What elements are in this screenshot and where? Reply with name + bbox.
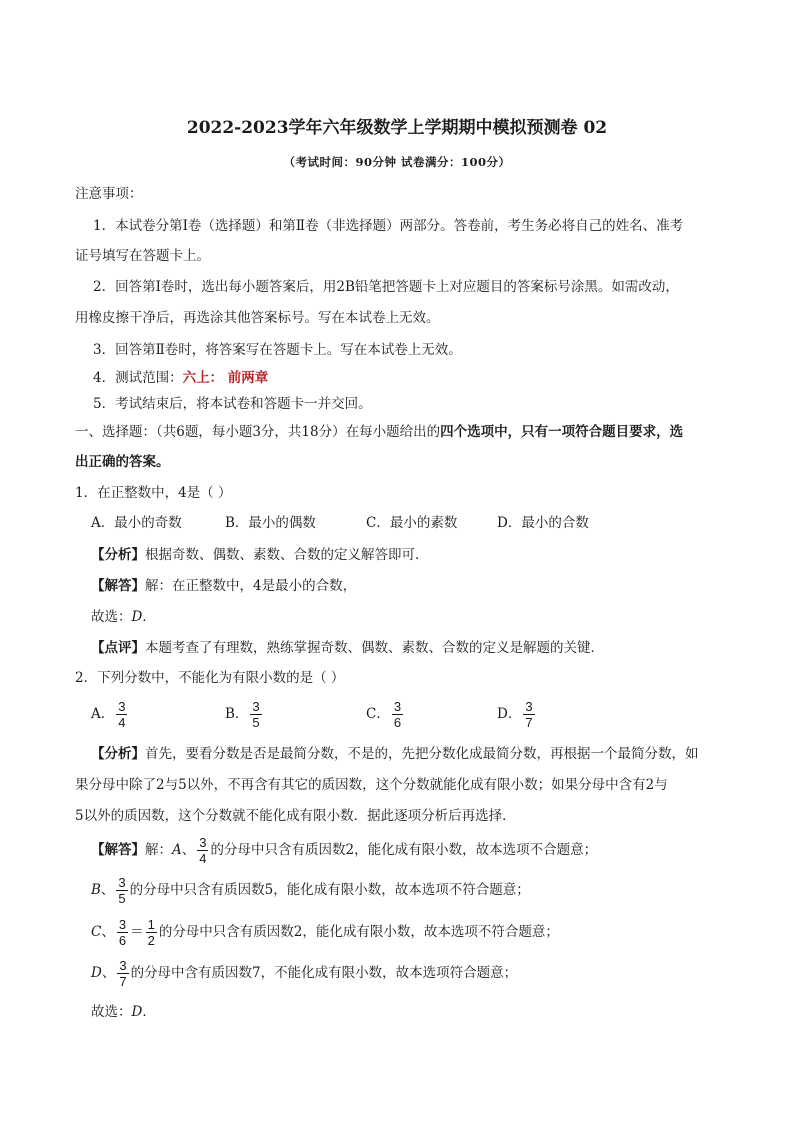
q2-solution-c: C、 $\frac{3}{6}$ ＝ $\frac{1}{2}$ 的分母中只含有质因数2，能化成有限小数，故本选项不符合题意； bbox=[91, 917, 559, 948]
section-1-requirement: ，只有一项符合题目要求，选 bbox=[507, 424, 684, 440]
option-label: C． bbox=[366, 706, 390, 722]
answer-prefix: 故选： bbox=[91, 609, 132, 625]
q1-option-d: D．最小的合数 bbox=[497, 515, 589, 531]
q2-option-b bbox=[225, 696, 264, 732]
exam-meta: （考试时间：90分钟 试卷满分：100分） bbox=[283, 155, 511, 169]
q1-option-b: B．最小的偶数 bbox=[225, 515, 316, 531]
page-title: 2022-2023学年六年级数学上学期期中模拟预测卷 02 bbox=[186, 118, 608, 138]
note-1-line-1: 1．本试卷分第Ⅰ卷（选择题）和第Ⅱ卷（非选择题）两部分。答卷前，考生务必将自己的姓名、准考 bbox=[93, 218, 684, 234]
analysis-text: 根据奇数、偶数、素数、合数的定义解答即可． bbox=[145, 547, 429, 563]
q2-option-c bbox=[366, 696, 405, 732]
option-label: B． bbox=[225, 706, 249, 722]
comment-text: 本题考查了有理数，熟练掌握奇数、偶数、素数、合数的定义是解题的关键． bbox=[145, 640, 604, 656]
option-label: D． bbox=[497, 706, 522, 722]
fraction: $\frac{3}{6}$ bbox=[118, 917, 127, 948]
fraction: $\frac{1}{2}$ bbox=[147, 917, 155, 948]
option-label: A． bbox=[91, 706, 115, 722]
fraction: $\frac{3}{5}$ bbox=[252, 699, 260, 730]
q1-solution bbox=[91, 576, 356, 596]
section-1-heading-line-1 bbox=[75, 422, 683, 442]
q1-option-a: A．最小的奇数 bbox=[91, 515, 182, 531]
q1-option-c: C．最小的素数 bbox=[366, 515, 458, 531]
note-4 bbox=[93, 368, 268, 388]
fraction: $\frac{3}{5}$ bbox=[118, 875, 126, 906]
analysis-tag: 【分析】 bbox=[91, 547, 145, 563]
q2-answer bbox=[91, 1002, 156, 1022]
option-letter: D bbox=[91, 965, 102, 981]
fraction: $\frac{3}{7}$ bbox=[525, 699, 533, 730]
q2-analysis-line-1 bbox=[91, 744, 699, 764]
note-1-line-2: 证号填写在答题卡上。 bbox=[75, 248, 210, 264]
q2-option-d bbox=[497, 696, 537, 732]
solution-tag: 【解答】 bbox=[91, 842, 145, 858]
solution-text: 的分母中只含有质因数2，能化成有限小数，故本选项不合题意； bbox=[210, 842, 598, 858]
q2-analysis-line-2: 果分母中除了2与5以外，不再含有其它的质因数，这个分数就能化成有限小数；如果分母中含有2与 bbox=[75, 777, 668, 793]
q2-analysis-line-3: 5以外的质因数，这个分数就不能化成有限小数．据此逐项分析后再选择． bbox=[75, 808, 516, 824]
fraction: $\frac{3}{6}$ bbox=[393, 699, 402, 730]
equals-sign: ＝ bbox=[130, 924, 144, 940]
solution-text: 解：在正整数中，4是最小的合数， bbox=[145, 578, 357, 594]
fraction: $\frac{3}{4}$ bbox=[199, 835, 207, 866]
notes-heading: 注意事项： bbox=[75, 186, 143, 202]
q1-comment bbox=[91, 638, 604, 658]
solution-text: 的分母中只含有质因数2，能化成有限小数，故本选项不符合题意； bbox=[158, 924, 559, 940]
solution-text: 的分母中只含有质因数5，能化成有限小数，故本选项不符合题意； bbox=[129, 882, 530, 898]
answer-letter: D bbox=[131, 609, 143, 625]
comment-tag: 【点评】 bbox=[91, 640, 145, 656]
q2-option-a bbox=[91, 696, 129, 732]
answer-suffix: ． bbox=[142, 609, 156, 625]
q1-analysis bbox=[91, 545, 429, 565]
question-2-stem: 2．下列分数中，不能化为有限小数的是（ ） bbox=[75, 670, 345, 686]
question-1-stem: 1．在正整数中，4是（ ） bbox=[75, 485, 232, 501]
q1-answer bbox=[91, 607, 156, 627]
fraction: $\frac{3}{7}$ bbox=[119, 958, 127, 989]
solution-tag: 【解答】 bbox=[91, 578, 145, 594]
q2-solution-d: D、 $\frac{3}{7}$ 的分母中含有质因数7，不能化成有限小数，故本选项符合题意； bbox=[91, 958, 518, 989]
solution-prefix: 解： bbox=[145, 842, 172, 858]
note-2-line-1: 2．回答第Ⅰ卷时，选出每小题答案后，用2B铅笔把答题卡上对应题目的答案标号涂黑。如需改动， bbox=[93, 279, 679, 295]
solution-text: 的分母中含有质因数7，不能化成有限小数，故本选项符合题意； bbox=[130, 965, 518, 981]
section-1-emphasis: 四个选项中 bbox=[440, 424, 508, 440]
note-5: 5．考试结束后，将本试卷和答题卡一并交回。 bbox=[93, 396, 372, 412]
option-letter: C bbox=[91, 924, 102, 940]
q2-solution-a: 【解答】解：A、 $\frac{3}{4}$ 的分母中只含有质因数2，能化成有限小数，故本选项不合题意； bbox=[91, 835, 598, 866]
note-3: 3．回答第Ⅱ卷时，将答案写在答题卡上。写在本试卷上无效。 bbox=[93, 342, 462, 358]
answer-suffix: ． bbox=[142, 1004, 156, 1020]
fraction: $\frac{3}{4}$ bbox=[118, 699, 126, 730]
section-1-heading-line-2: 出正确的答案。 bbox=[75, 454, 170, 470]
q2-solution-b: B、 $\frac{3}{5}$ 的分母中只含有质因数5，能化成有限小数，故本选项不符合题意； bbox=[91, 875, 530, 906]
section-1-intro: 一、选择题：（共6题，每小题3分，共18分）在每小题给出的 bbox=[75, 424, 441, 440]
test-range: 六上： 前两章 bbox=[182, 370, 269, 386]
option-letter: B bbox=[91, 882, 101, 898]
note-4-prefix: 4．测试范围： bbox=[93, 370, 183, 386]
note-2-line-2: 用橡皮擦干净后，再选涂其他答案标号。写在本试卷上无效。 bbox=[75, 310, 440, 326]
analysis-text: 首先，要看分数是否是最简分数，不是的，先把分数化成最简分数，再根据一个最简分数，如 bbox=[145, 746, 699, 762]
answer-letter: D bbox=[131, 1004, 143, 1020]
analysis-tag: 【分析】 bbox=[91, 746, 145, 762]
answer-prefix: 故选： bbox=[91, 1004, 132, 1020]
option-letter: A bbox=[172, 842, 182, 858]
